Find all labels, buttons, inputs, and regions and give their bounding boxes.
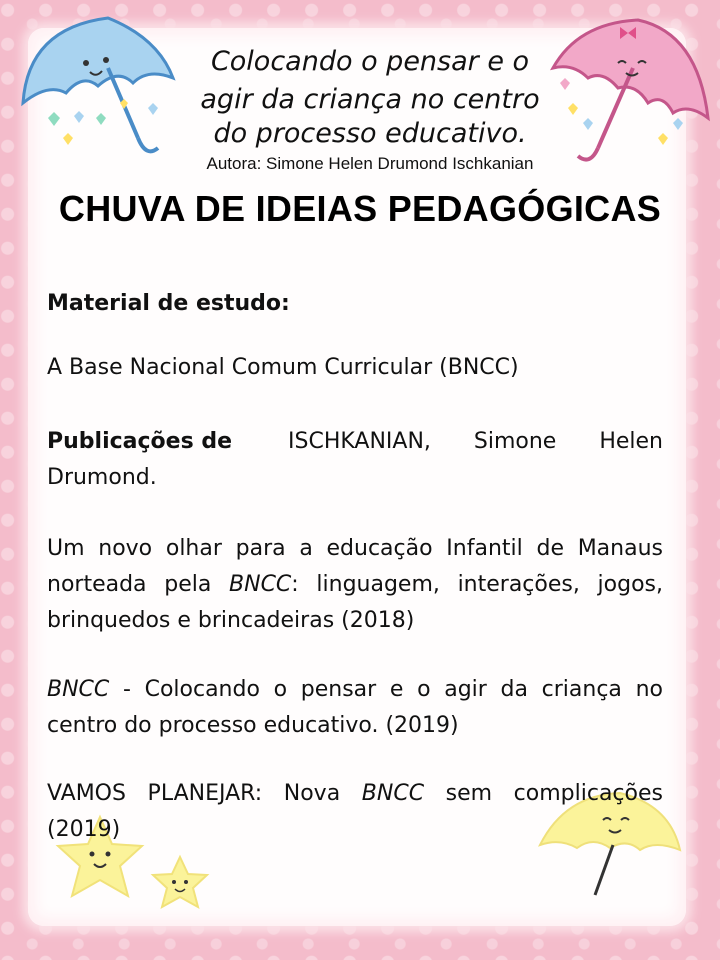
header-line-2: agir da criança no centro [200,84,540,115]
publications-author: ISCHKANIAN, Simone Helen [288,429,663,454]
publications-label: Publicações de [47,429,233,454]
study-item-bncc: A Base Nacional Comum Curricular (BNCC) [47,355,519,380]
header-line-3: do processo educativo. [213,118,527,149]
author-line: Autora: Simone Helen Drumond Ischkanian [206,154,534,173]
section-heading: Material de estudo: [47,291,290,316]
page-title: CHUVA DE IDEIAS PEDAGÓGICAS [58,188,662,229]
book-item-planejar: VAMOS PLANEJAR: Nova BNCC sem complicações (2019) [47,781,663,842]
publications-author-cont: Drumond. [47,465,157,490]
book-item-2019: BNCC - Colocando o pensar e o agir da criança no centro do processo educativo. (2019) [47,677,663,738]
publications-block [47,424,663,496]
header-line-1: Colocando o pensar e o [210,46,530,77]
book-item-2018: Um novo olhar para a educação Infantil de Manaus norteada pela BNCC: linguagem, interações, jogos, brinquedos e brincadeiras (2018) [47,536,663,633]
blue-umbrella-icon [8,8,178,168]
